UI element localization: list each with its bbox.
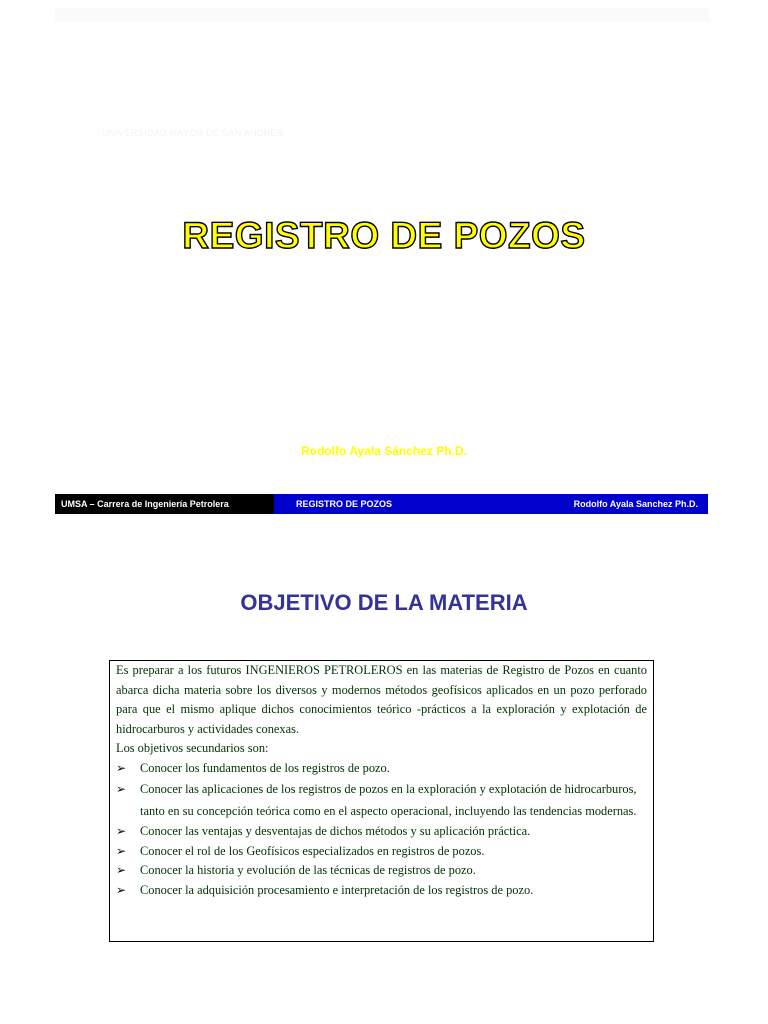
university-name: UNIVERSIDAD MAYOR DE SAN ANDRÉS xyxy=(102,128,284,138)
author-name: Rodolfo Ayala Sánchez Ph.D. xyxy=(301,444,467,458)
footer-author: Rodolfo Ayala Sanchez Ph.D. xyxy=(438,494,708,514)
objective-intro: Es preparar a los futuros INGENIEROS PETROLEROS en las materias de Registro de Pozos en cuanto abarca dicha materia sobre los diversos y modernos métodos geofísicos aplicados en un pozo perforado para que el mismo aplique dichos conocimientos teórico -prácticos a la exploración y explotación de hidrocarburos y actividades conexas. xyxy=(116,663,647,736)
list-item: ➢ Conocer el rol de los Geofísicos especializados en registros de pozos. xyxy=(116,842,647,862)
arrow-bullet-icon: ➢ xyxy=(116,863,127,877)
header-band xyxy=(55,8,710,22)
footer-course: REGISTRO DE POZOS xyxy=(274,494,438,514)
arrow-bullet-icon: ➢ xyxy=(116,843,127,858)
arrow-bullet-icon: ➢ xyxy=(116,824,127,838)
list-item: ➢ Conocer la adquisición procesamiento e interpretación de los registros de pozo. xyxy=(116,881,647,901)
arrow-bullet-icon: ➢ xyxy=(116,782,127,796)
list-item: ➢ Conocer la historia y evolución de las técnicas de registros de pozo. xyxy=(116,861,647,881)
objective-box xyxy=(109,660,654,942)
arrow-bullet-icon: ➢ xyxy=(116,882,127,897)
objective-title: OBJETIVO DE LA MATERIA xyxy=(240,590,528,615)
list-item: ➢ Conocer los fundamentos de los registros de pozo. xyxy=(116,759,647,779)
arrow-bullet-icon: ➢ xyxy=(116,760,127,775)
slide-footer xyxy=(55,494,708,514)
secondary-objectives-label: Los objetivos secundarios son: xyxy=(116,741,269,755)
list-item: ➢ Conocer las aplicaciones de los registros de pozos en la exploración y explotación de hidrocarburos, tanto en su concepción teórica como en el aspecto operacional, incluyendo las tendencias modernas. xyxy=(116,778,647,822)
page-title: REGISTRO DE POZOS xyxy=(182,215,586,256)
footer-institution: UMSA – Carrera de Ingeniería Petrolera xyxy=(55,494,274,514)
secondary-objectives-list xyxy=(116,759,647,901)
list-item: ➢ Conocer las ventajas y desventajas de dichos métodos y su aplicación práctica. xyxy=(116,822,647,842)
